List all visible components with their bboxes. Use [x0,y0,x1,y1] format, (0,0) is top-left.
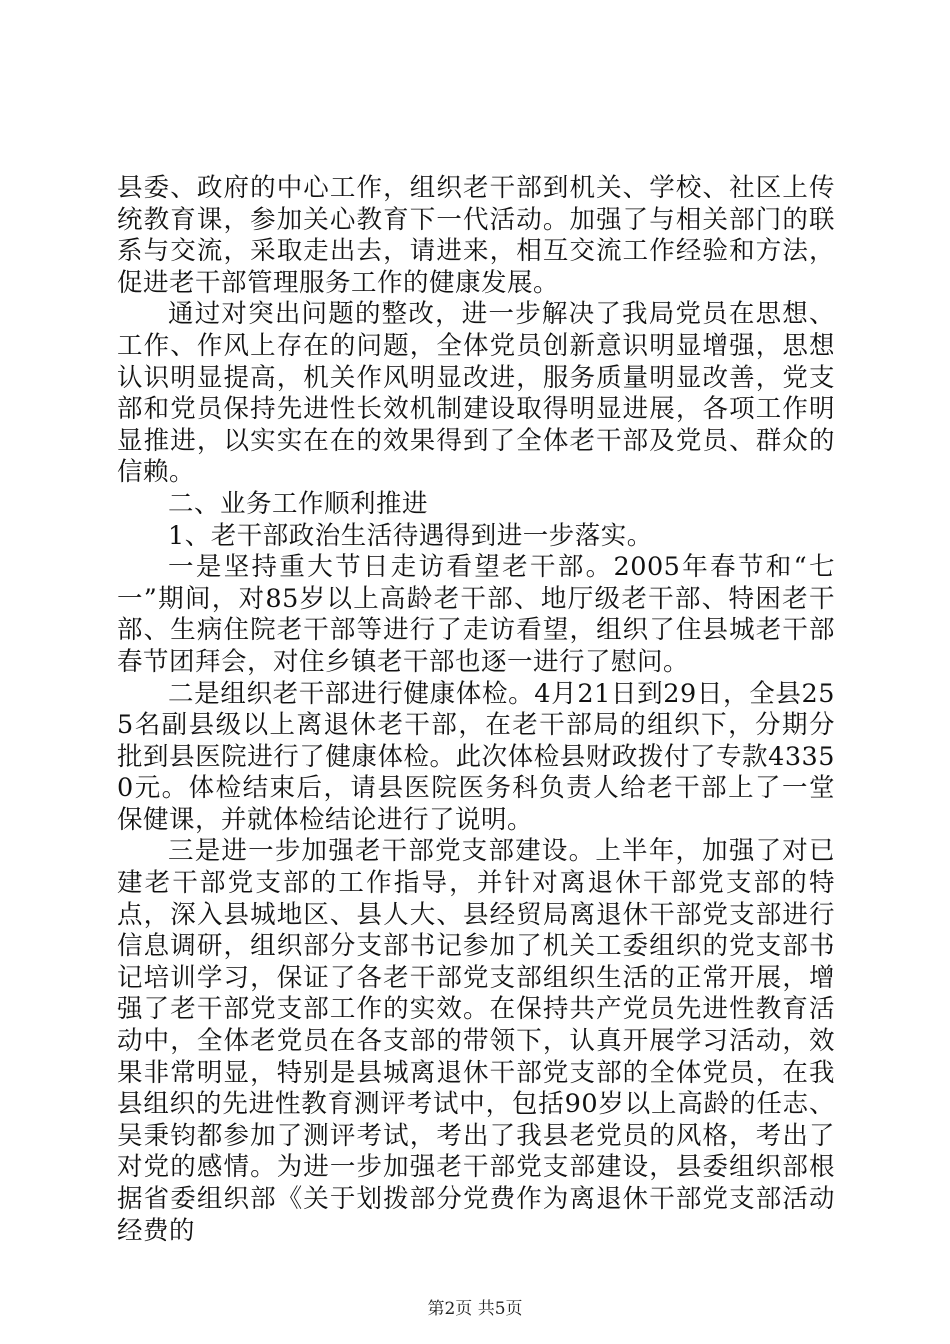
paragraph-festival-visits: 一是坚持重大节日走访看望老干部。2005年春节和“七一”期间，对85岁以上高龄老干部、地厅级老干部、特困老干部、生病住院老干部等进行了走访看望，组织了住县城老干部春节团拜会，对住乡镇老干部也逐一进行了慰问。 [117,552,835,677]
page-footer: 第2页 共5页 [427,1299,523,1319]
paragraph-health-checkup: 二是组织老干部进行健康体检。4月21日到29日，全县255名副县级以上离退休老干部，在老干部局的组织下，分期分批到县医院进行了健康体检。此次体检县财政拨付了专款43350元。体检结束后，请县医院医务科负责人给老干部上了一堂保健课，并就体检结论进行了说明。 [117,678,835,835]
section-heading: 二、业务工作顺利推进 [168,488,429,519]
paragraph-continuation: 县委、政府的中心工作，组织老干部到机关、学校、社区上传统教育课，参加关心教育下一代活动。加强了与相关部门的联系与交流，采取走出去，请进来，相互交流工作经验和方法，促进老干部管理服务工作的健康发展。 [117,173,835,298]
paragraph-rectification-summary: 通过对突出问题的整改，进一步解决了我局党员在思想、工作、作风上存在的问题，全体党员创新意识明显增强，思想认识明显提高，机关作风明显改进，服务质量明显改善，党支部和党员保持先进性长效机制建设取得明显进展，各项工作明显推进，以实实在在的效果得到了全体老干部及党员、群众的信赖。 [117,299,835,488]
paragraph-party-branch: 三是进一步加强老干部党支部建设。上半年，加强了对已建老干部党支部的工作指导，并针对离退休干部党支部的特点，深入县城地区、县人大、县经贸局离退休干部党支部进行信息调研，组织部分支部书记参加了机关工委组织的党支部书记培训学习，保证了各老干部党支部组织生活的正常开展，增强了老干部党支部工作的实效。在保持共产党员先进性教育活动中，全体老党员在各支部的带领下，认真开展学习活动，效果非常明显，特别是县城离退休干部党支部的全体党员，在我县组织的先进性教育测评考试中，包括90岁以上高龄的任志、吴秉钧都参加了测评考试，考出了我县老党员的风格，考出了对党的感情。为进一步加强老干部党支部建设，县委组织部根据省委组织部《关于划拨部分党费作为离退休干部党支部活动经费的 [117,836,835,1246]
subsection-heading: 1、老干部政治生活待遇得到进一步落实。 [168,520,653,551]
document-body [117,173,835,1247]
